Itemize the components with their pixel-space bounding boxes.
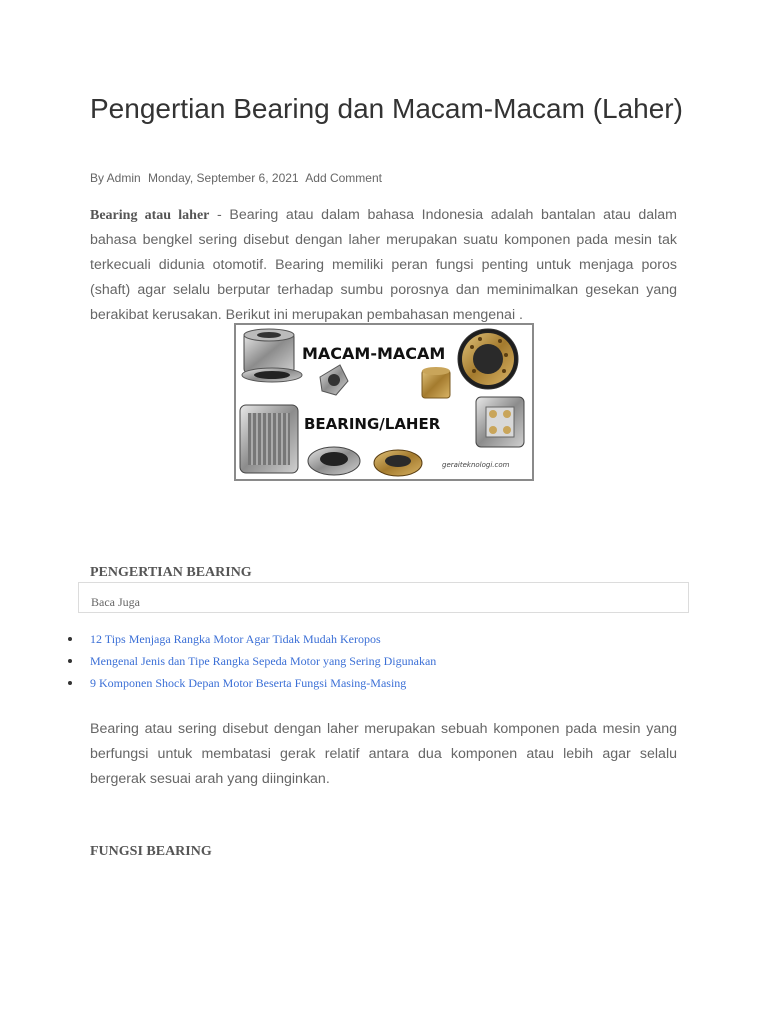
bronze-bushing-graphic [458,329,518,389]
related-link-2[interactable]: Mengenal Jenis dan Tipe Rangka Sepeda Motor yang Sering Digunakan [90,654,437,668]
roller-bearing-graphic [374,450,422,476]
intro-paragraph [90,203,677,328]
related-link-1[interactable]: 12 Tips Menjaga Rangka Motor Agar Tidak Mudah Keropos [90,632,381,646]
list-item [90,628,436,650]
section-heading-fungsi: FUNGSI BEARING [90,844,212,859]
list-item [90,672,436,694]
image-watermark: geraiteknologi.com [442,461,510,469]
intro-bold-term: Bearing atau laher [90,208,210,223]
section-heading-pengertian: PENGERTIAN BEARING [90,565,252,580]
intro-text: - Bearing atau dalam bahasa Indonesia adalah bantalan atau dalam bahasa bengkel sering disebut dengan laher merupakan suatu komponen pada mesin tak terkecuali didunia otomotif. Bearing memiliki peran fungsi penting untuk menjaga poros (shaft) agar selalu berputar terhadap sumbu porosnya dan meminimalkan gesekan yang berakibat kerusakan. Berikut ini merupakan pembahasan mengenai . [90,207,677,323]
pengertian-paragraph: Bearing atau sering disebut dengan laher merupakan sebuah komponen pada mesin yang berfungsi untuk membatasi gerak relatif antara dua komponen atau lebih agar selalu bergerak sesuai arah yang diinginkan. [90,721,677,787]
list-item [90,650,436,672]
author[interactable]: By Admin [90,171,141,185]
baca-juga-box [78,582,689,613]
needle-bearing-graphic [240,405,298,473]
image-caption-line1: MACAM-MACAM [302,344,446,363]
image-caption-line2: BEARING/LAHER [304,415,441,433]
post-meta [90,171,382,185]
ball-bearing-graphic [308,447,360,475]
post-date: Monday, September 6, 2021 [148,171,299,185]
small-bushing-graphic [422,367,450,398]
baca-juga-label: Baca Juga [91,595,140,609]
tapered-bearing-graphic [242,329,302,382]
angular-bearing-graphic [476,397,524,447]
article-title: Pengertian Bearing dan Macam-Macam (Laher) [90,93,683,124]
bearing-collage-image [234,323,534,481]
related-links-list [90,628,436,694]
related-link-3[interactable]: 9 Komponen Shock Depan Motor Beserta Fungsi Masing-Masing [90,676,407,690]
add-comment-link[interactable]: Add Comment [305,171,382,185]
flange-bearing-graphic [320,365,348,395]
